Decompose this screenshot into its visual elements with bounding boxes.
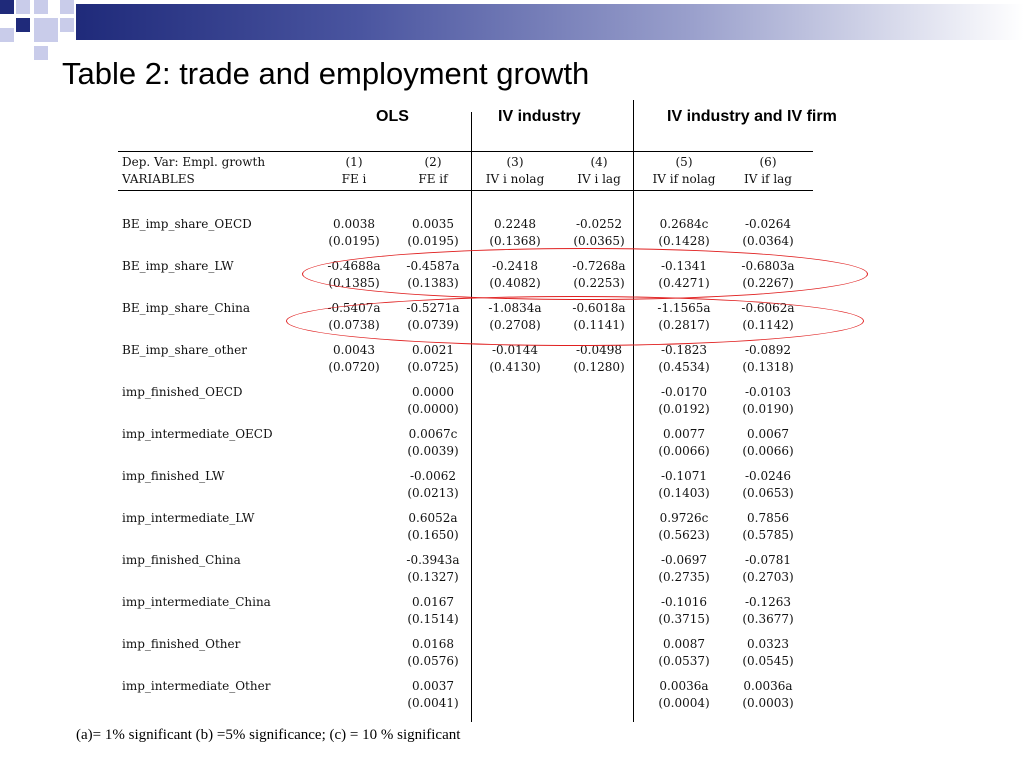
coefficient-cell [648,552,720,586]
standard-error: (0.0039) [407,444,459,458]
coefficient-cell [397,636,469,670]
coefficient: -0.6062a [741,301,795,315]
variable-name: BE_imp_share_OECD [122,217,252,231]
coefficient: -0.0892 [744,343,792,357]
table-row [118,510,818,552]
standard-error: (0.0213) [407,486,459,500]
variable-name: imp_finished_China [122,553,241,567]
coefficient: -0.0781 [744,553,792,567]
standard-error: (0.0066) [742,444,794,458]
coefficient-cell [648,468,720,502]
table-header-rule [118,190,813,191]
highlight-ellipse-china [286,296,864,346]
standard-error: (0.1514) [407,612,459,626]
group-label-ols: OLS [376,108,409,125]
variable-name: imp_intermediate_China [122,595,271,609]
coefficient-cell [732,678,804,712]
variable-name: imp_finished_OECD [122,385,243,399]
standard-error: (0.2817) [658,318,710,332]
coefficient: -0.1823 [660,343,708,357]
coefficient: 0.0087 [663,637,705,651]
standard-error: (0.0576) [407,654,459,668]
standard-error: (0.1141) [573,318,625,332]
standard-error: (0.2253) [573,276,625,290]
group-label-iv-industry: IV industry [498,108,581,125]
standard-error: (0.0545) [742,654,794,668]
coefficient: -0.1071 [660,469,708,483]
coefficient-cell [648,636,720,670]
coefficient: 0.0167 [412,595,454,609]
standard-error: (0.0195) [407,234,459,248]
standard-error: (0.5785) [742,528,794,542]
standard-error: (0.0041) [407,696,459,710]
coefficient-cell [479,342,551,376]
coefficient: 0.0036a [743,679,793,693]
coefficient: -0.4587a [406,259,460,273]
coefficient-cell [732,594,804,628]
coefficient: -0.5407a [327,301,381,315]
deco-square [16,18,30,32]
coefficient-cell [648,384,720,418]
standard-error: (0.0190) [742,402,794,416]
coefficient: -0.0062 [409,469,457,483]
standard-error: (0.4534) [658,360,710,374]
standard-error: (0.1383) [407,276,459,290]
coefficient: -0.6018a [572,301,626,315]
coefficient-cell [397,510,469,544]
variable-name: imp_finished_LW [122,469,225,483]
coefficient-cell [732,216,804,250]
standard-error: (0.2735) [658,570,710,584]
table-row [118,342,818,384]
coefficient-cell [479,216,551,250]
standard-error: (0.1368) [489,234,541,248]
standard-error: (0.0365) [573,234,625,248]
table-row [118,384,818,426]
coefficient-cell [318,342,390,376]
variable-name: BE_imp_share_LW [122,259,234,273]
column-header: (2) FE if [418,155,448,186]
coefficient: -1.0834a [488,301,542,315]
standard-error: (0.0192) [658,402,710,416]
coefficient: 0.2248 [494,217,536,231]
standard-error: (0.1142) [742,318,794,332]
deco-square [60,0,74,14]
coefficient: 0.0077 [663,427,705,441]
standard-error: (0.3677) [742,612,794,626]
coefficient: 0.0037 [412,679,454,693]
coefficient-cell [648,426,720,460]
table-top-rule [118,151,813,152]
coefficient-cell [397,594,469,628]
standard-error: (0.1428) [658,234,710,248]
coefficient: -0.1341 [660,259,708,273]
variable-name: imp_finished_Other [122,637,241,651]
coefficient: -0.7268a [572,259,626,273]
table-row [118,552,818,594]
table-row [118,636,818,678]
coefficient: 0.0035 [412,217,454,231]
coefficient: 0.0067 [747,427,789,441]
coefficient: -0.5271a [406,301,460,315]
coefficient: -0.0252 [575,217,623,231]
standard-error: (0.4130) [489,360,541,374]
coefficient: 0.7856 [747,511,789,525]
coefficient: -0.1016 [660,595,708,609]
variable-name: imp_intermediate_LW [122,511,255,525]
coefficient: -0.0498 [575,343,623,357]
coefficient-cell [648,678,720,712]
deco-square [34,46,48,60]
deco-square [16,0,30,14]
standard-error: (0.0364) [742,234,794,248]
standard-error: (0.1280) [573,360,625,374]
coefficient: -1.1565a [657,301,711,315]
coefficient: 0.2684c [659,217,709,231]
standard-error: (0.5623) [658,528,710,542]
coefficient-cell [732,342,804,376]
coefficient-cell [648,342,720,376]
standard-error: (0.1318) [742,360,794,374]
coefficient: -0.1263 [744,595,792,609]
column-header: (5) IV if nolag [652,155,716,186]
column-header: (3) IV i nolag [485,155,545,186]
highlight-ellipse-lw [302,248,868,300]
deco-square [34,0,48,14]
table-row [118,468,818,510]
standard-error: (0.1650) [407,528,459,542]
variable-name: BE_imp_share_China [122,301,250,315]
dep-var-label: Dep. Var: Empl. growth [122,155,266,169]
coefficient-cell [397,468,469,502]
standard-error: (0.4082) [489,276,541,290]
coefficient-cell [732,384,804,418]
table-row [118,678,818,720]
table-row [118,594,818,636]
standard-error: (0.1327) [407,570,459,584]
coefficient-cell [732,552,804,586]
coefficient: 0.9726c [659,511,709,525]
column-header: (4) IV i lag [577,155,621,186]
standard-error: (0.2703) [742,570,794,584]
coefficient-cell [397,678,469,712]
coefficient-cell [732,636,804,670]
standard-error: (0.0195) [328,234,380,248]
standard-error: (0.0720) [328,360,380,374]
coefficient: 0.0168 [412,637,454,651]
standard-error: (0.0003) [742,696,794,710]
coefficient: -0.2418 [491,259,539,273]
coefficient-cell [563,216,635,250]
variables-label: VARIABLES [122,172,195,186]
coefficient: 0.0000 [412,385,454,399]
standard-error: (0.0738) [328,318,380,332]
coefficient-cell [732,468,804,502]
coefficient: 0.0036a [659,679,709,693]
deco-square [34,18,58,42]
coefficient-cell [648,510,720,544]
standard-error: (0.2267) [742,276,794,290]
deco-square [60,18,74,32]
coefficient: -0.0697 [660,553,708,567]
coefficient: 0.0043 [333,343,375,357]
variable-name: imp_intermediate_OECD [122,427,273,441]
coefficient-cell [563,342,635,376]
coefficient-cell [397,216,469,250]
column-header: (6) IV if lag [744,155,792,186]
coefficient-cell [397,384,469,418]
standard-error: (0.0739) [407,318,459,332]
table-row [118,426,818,468]
standard-error: (0.1403) [658,486,710,500]
column-header: (1) FE i [341,155,367,186]
standard-error: (0.3715) [658,612,710,626]
coefficient: -0.0246 [744,469,792,483]
standard-error: (0.4271) [658,276,710,290]
coefficient-cell [397,552,469,586]
coefficient: -0.0103 [744,385,792,399]
deco-square [0,28,14,42]
coefficient: -0.0144 [491,343,539,357]
coefficient: 0.0323 [747,637,789,651]
deco-square [0,0,14,14]
standard-error: (0.1385) [328,276,380,290]
standard-error: (0.0653) [742,486,794,500]
standard-error: (0.0066) [658,444,710,458]
coefficient-cell [397,426,469,460]
variable-name: imp_intermediate_Other [122,679,271,693]
coefficient-cell [648,594,720,628]
coefficient: 0.0021 [412,343,454,357]
standard-error: (0.0725) [407,360,459,374]
coefficient: -0.4688a [327,259,381,273]
coefficient-cell [318,216,390,250]
standard-error: (0.2708) [489,318,541,332]
coefficient-cell [732,426,804,460]
header-left [122,154,265,188]
coefficient: 0.0067c [408,427,458,441]
slide-title: Table 2: trade and employment growth [62,56,590,91]
coefficient-cell [732,510,804,544]
coefficient: -0.0264 [744,217,792,231]
variable-name: BE_imp_share_other [122,343,247,357]
coefficient: -0.6803a [741,259,795,273]
coefficient-cell [648,216,720,250]
coefficient: -0.3943a [406,553,460,567]
coefficient: 0.0038 [333,217,375,231]
coefficient: 0.6052a [408,511,458,525]
standard-error: (0.0000) [407,402,459,416]
coefficient-cell [397,342,469,376]
standard-error: (0.0004) [658,696,710,710]
standard-error: (0.0537) [658,654,710,668]
coefficient: -0.0170 [660,385,708,399]
header-gradient-bar [76,4,1024,40]
group-label-iv-industry-firm: IV industry and IV firm [667,108,837,125]
significance-footnote: (a)= 1% significant (b) =5% significance; (c) = 10 % significant [76,727,461,743]
